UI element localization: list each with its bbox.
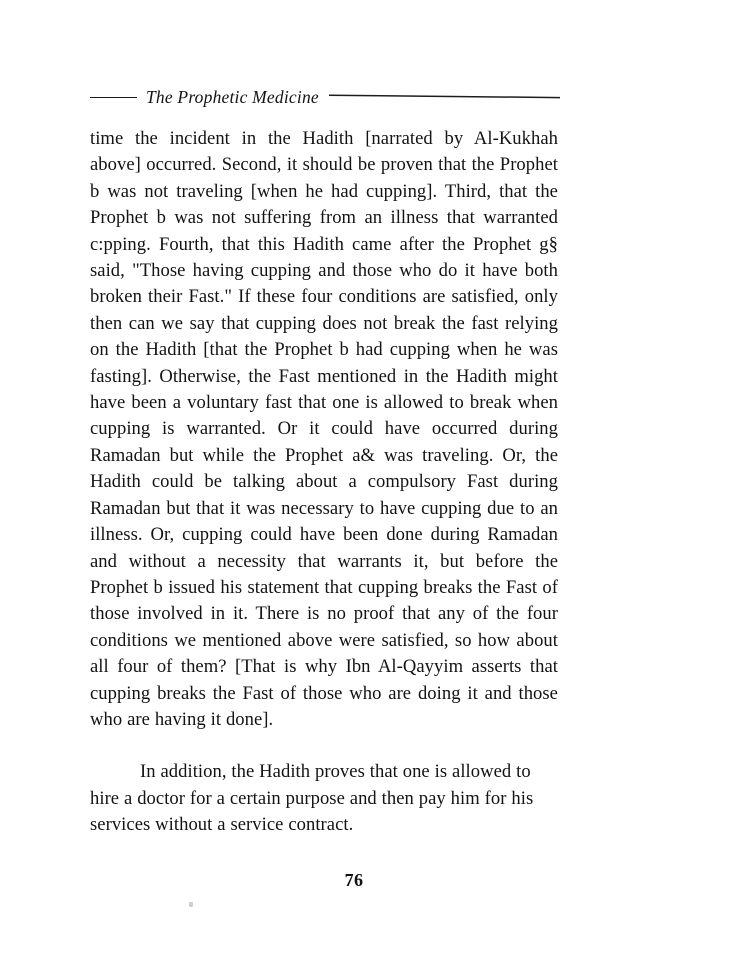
horizontal-rule-icon bbox=[329, 91, 560, 103]
paragraph: time the incident in the Hadith [narrated by Al-Kukhah above] occurred. Second, it should be proven that the Prophet b was not traveling [when he had cupping]. Third, that the Prophet b was not suffering from an illness that warranted c:pping. Fourth, that this Hadith came after the Prophet g§ said, "Those having cupping and those who do it have both broken their Fast." If these four conditions are satisfied, only then can we say that cupping does not break the fast relying on the Hadith [that the Prophet b had cupping when he was fasting]. Otherwise, the Fast mentioned in the Hadith might have been a voluntary fast that one is allowed to break when cupping is warranted. Or it could have occurred during Ramadan but while the Prophet a& was traveling. Or, the Hadith could be talking about a compulsory Fast during Ramadan but that it was necessary to have cupping due to an illness. Or, cupping could have been done during Ramadan and without a necessity that warrants it, but before the Prophet b issued his statement that cupping breaks the Fast of those involved in it. There is no proof that any of the four conditions we mentioned above were satisfied, so how about all four of them? [That is why Ibn Al-Qayyim asserts that cupping breaks the Fast of those who are doing it and those who are having it done]. bbox=[90, 128, 558, 730]
page-number-value: 76 bbox=[344, 870, 364, 890]
page-number bbox=[0, 870, 750, 891]
body-text-column bbox=[90, 126, 558, 839]
running-header bbox=[90, 84, 560, 110]
scan-artifact-speck bbox=[189, 902, 193, 907]
running-header-title: The Prophetic Medicine bbox=[146, 86, 319, 107]
horizontal-rule-icon bbox=[90, 97, 137, 98]
paragraph: In addition, the Hadith proves that one is allowed to hire a doctor for a certain purpose and then pay him for his services without a service contract. bbox=[90, 761, 534, 836]
